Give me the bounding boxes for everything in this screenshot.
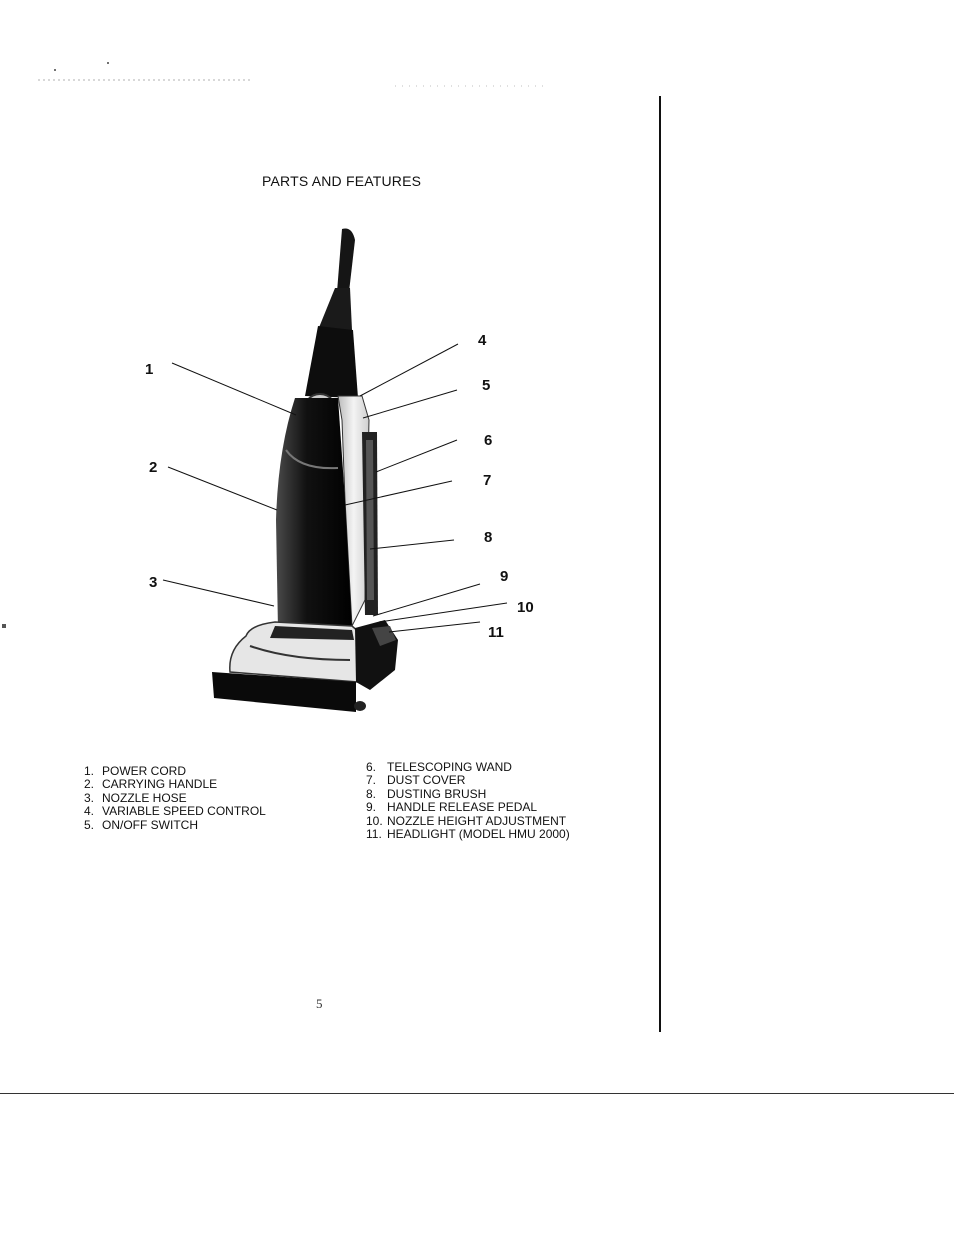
callout-8: 8 — [484, 529, 493, 546]
part-label: TELESCOPING WAND — [387, 760, 512, 774]
margin-rule — [659, 96, 661, 1032]
callout-11: 11 — [488, 624, 504, 641]
part-number: 3. — [84, 790, 95, 805]
parts-list-right — [366, 761, 570, 841]
part-number: 1. — [84, 764, 95, 778]
callout-4: 4 — [478, 332, 487, 349]
part-label: NOZZLE HEIGHT ADJUSTMENT — [387, 813, 567, 828]
part-number: 9. — [366, 800, 377, 815]
callout-3: 3 — [149, 574, 158, 591]
part-label: VARIABLE SPEED CONTROL — [102, 804, 266, 819]
part-number: 8. — [366, 786, 377, 801]
part-label: NOZZLE HOSE — [102, 790, 187, 805]
part-number: 7. — [366, 773, 377, 788]
page-title: PARTS AND FEATURES — [262, 173, 422, 189]
list-item — [366, 788, 570, 801]
part-number: 11. — [366, 827, 382, 842]
callout-9: 9 — [500, 568, 509, 585]
list-item — [366, 761, 570, 774]
list-item — [84, 765, 266, 778]
callout-6: 6 — [484, 432, 493, 449]
part-number: 6. — [366, 760, 377, 774]
part-label: DUST COVER — [387, 773, 466, 788]
callout-2: 2 — [149, 459, 158, 476]
list-item — [366, 815, 570, 828]
list-item — [366, 774, 570, 787]
callout-5: 5 — [482, 377, 491, 394]
page-number: 5 — [316, 996, 323, 1011]
part-number: 2. — [84, 777, 95, 792]
part-label: HEADLIGHT (MODEL HMU 2000) — [387, 827, 570, 842]
vacuum-illustration — [212, 228, 398, 712]
part-label: HANDLE RELEASE PEDAL — [387, 800, 538, 815]
list-item — [366, 828, 570, 841]
part-label: ON/OFF SWITCH — [102, 817, 198, 832]
list-item — [84, 792, 266, 805]
callout-1: 1 — [145, 361, 154, 378]
callout-10: 10 — [517, 599, 534, 616]
list-item — [84, 778, 266, 791]
list-item — [366, 801, 570, 814]
part-label: CARRYING HANDLE — [102, 777, 218, 792]
list-item — [84, 819, 266, 832]
part-number: 4. — [84, 804, 95, 819]
part-number: 5. — [84, 817, 95, 832]
part-label: POWER CORD — [102, 764, 186, 778]
page-bottom-rule — [0, 1093, 954, 1094]
parts-list-left — [84, 765, 266, 832]
callout-7: 7 — [483, 472, 492, 489]
part-number: 10. — [366, 813, 383, 828]
list-item — [84, 805, 266, 818]
part-label: DUSTING BRUSH — [387, 786, 487, 801]
